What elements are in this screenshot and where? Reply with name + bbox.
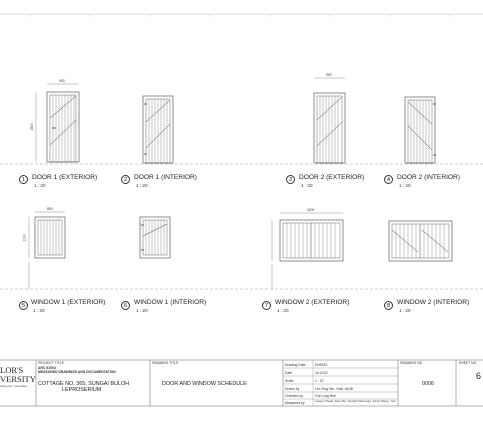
drawing-title-label: DRAWING TITLE [152, 361, 179, 365]
window2-width-dim: 1100 [307, 208, 315, 212]
sheet-no-label: SHEET NO. [459, 361, 478, 365]
view-title-door1-exterior: DOOR 1 (EXTERIOR) [32, 174, 98, 181]
view-title-door1-interior: DOOR 1 (INTERIOR) [134, 174, 198, 181]
window2-interior-drawing [389, 221, 452, 261]
logo-line-2: VERSITY [0, 374, 36, 384]
project-name-line2: LEPROSERIUM [62, 387, 102, 393]
view-title-window1-interior: WINDOW 1 (INTERIOR) [134, 299, 207, 306]
window1-interior-drawing [140, 217, 170, 258]
window1-exterior-drawing [29, 212, 65, 289]
view-scale-6: 1 : 20 [136, 308, 148, 313]
view-number-6: 6 [121, 301, 130, 310]
view-title-window2-exterior: WINDOW 2 (EXTERIOR) [275, 299, 350, 306]
field-value-drawn-by: Lim Ying Hin, Yoke Jia Mi [315, 387, 354, 391]
view-number-8: 8 [384, 301, 393, 310]
window2-exterior-drawing [272, 213, 343, 289]
window1-width-dim: 800 [47, 207, 53, 211]
view-number-1: 1 [19, 175, 28, 184]
drawing-title: DOOR AND WINDOW SCHEDULE [162, 381, 247, 387]
logo-line-1: LOR'S [0, 365, 24, 375]
window1-height-dim: 1100 [22, 234, 27, 242]
view-scale-7: 1 : 20 [277, 308, 289, 313]
top-reference-grid [0, 14, 483, 17]
field-label-checked-by: Checked by [285, 394, 303, 398]
door1-exterior-drawing [36, 84, 79, 162]
view-title-door2-exterior: DOOR 2 (EXTERIOR) [299, 174, 365, 181]
view-title-window1-exterior: WINDOW 1 (EXTERIOR) [31, 299, 106, 306]
field-label-date: Date [285, 371, 293, 375]
view-number-5: 5 [19, 301, 28, 310]
view-number-4: 4 [384, 175, 393, 184]
university-logo [0, 366, 36, 388]
view-number-2: 2 [121, 175, 130, 184]
project-code: ARC 61904 [38, 366, 56, 370]
door2-width-dim: 900 [326, 73, 332, 77]
field-value-checked-by: Goh Ling Hee [315, 394, 336, 398]
field-label-drawn-by: Drawn by [285, 387, 300, 391]
door2-interior-drawing [405, 97, 436, 163]
project-subtitle: MEASURED DRAWINGS AND DOCUMENTATION [38, 370, 116, 374]
view-scale-2: 1 : 20 [136, 183, 148, 188]
view-scale-1: 1 : 20 [34, 183, 46, 188]
view-number-7: 7 [262, 301, 271, 310]
project-name-line1: COTTAGE NO. 365, SUNGAI BULOH [38, 381, 129, 387]
drawing-no: 0006 [422, 381, 434, 387]
field-label-scale: Scale [285, 379, 294, 383]
view-number-3: 3 [286, 175, 295, 184]
field-value-measured-by: Leiwen Tiwari, Alan Teo, Nurafini Moorogn, Kevin Wong, Yan [315, 399, 396, 403]
sheet-no: 6 [476, 371, 482, 381]
door1-width-dim: 900 [59, 79, 65, 83]
field-value-drawing-date: DH9022 [315, 363, 328, 367]
field-label-drawing-date: Drawing Date [285, 363, 306, 367]
view-title-door2-interior: DOOR 2 (INTERIOR) [397, 174, 461, 181]
door1-interior-drawing [143, 96, 173, 163]
field-value-date: 11/11/22 [315, 371, 328, 375]
project-title-label: PROJECT TITLE [38, 361, 64, 365]
door2-exterior-drawing [314, 78, 345, 163]
view-scale-4: 1 : 20 [399, 183, 411, 188]
drawing-no-label: DRAWING NO. [400, 361, 424, 365]
view-scale-5: 1 : 20 [33, 308, 45, 313]
view-title-window2-interior: WINDOW 2 (INTERIOR) [397, 299, 470, 306]
view-scale-3: 1 : 20 [301, 183, 313, 188]
logo-tagline: Ishing Up · Innovation [0, 384, 28, 388]
field-label-measured-by: Measured by [285, 401, 305, 405]
field-value-scale: 1 : 20 [315, 379, 324, 383]
door1-height-dim: 1900 [29, 123, 34, 131]
view-scale-8: 1 : 20 [399, 308, 411, 313]
